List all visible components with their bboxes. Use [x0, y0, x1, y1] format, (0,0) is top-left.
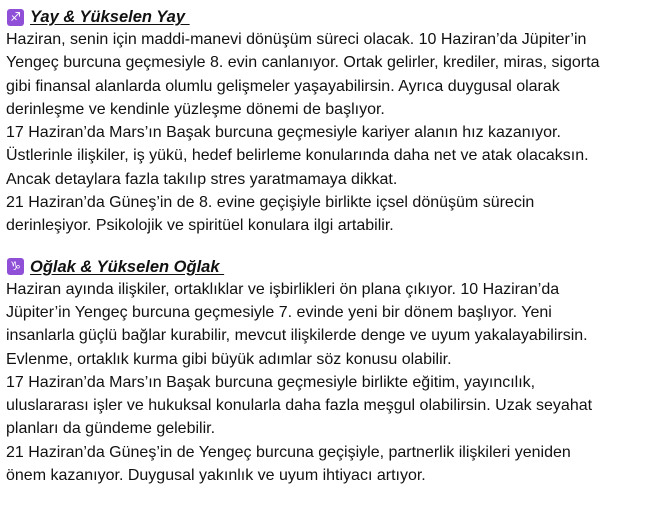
- text-line: Evlenme, ortaklık kurma gibi büyük adımlar söz konusu olabilir.: [6, 350, 452, 368]
- section-body: [6, 278, 661, 488]
- section-title: Yay & Yükselen Yay: [30, 8, 190, 26]
- text-line: Ancak detaylara fazla takılıp stres yaratmamaya dikkat.: [6, 170, 398, 188]
- section-heading: [6, 256, 661, 278]
- text-line: Haziran ayında ilişkiler, ortaklıklar ve işbirlikleri ön plana çıkıyor. 10 Haziran’da: [6, 280, 560, 298]
- section-capricorn: [6, 256, 661, 488]
- text-line: derinleşiyor. Psikolojik ve spiritüel konulara ilgi artabilir.: [6, 217, 394, 235]
- text-line: Üstlerinle ilişkiler, iş yükü, hedef belirleme konularında daha net ve atak olacaksın.: [6, 147, 589, 165]
- text-line: insanlarla güçlü bağlar kurabilir, mevcut ilişkilerde denge ve uyum yakalayabilirsin.: [6, 327, 588, 345]
- text-line: derinleşme ve kendinle yüzleşme dönemi de başlıyor.: [6, 100, 385, 118]
- text-line: 21 Haziran’da Güneş’in de 8. evine geçişiyle birlikte içsel dönüşüm sürecin: [6, 194, 535, 212]
- section-sagittarius: [6, 6, 661, 238]
- text-line: uluslararası işler ve hukuksal konularla daha fazla meşgul olabilirsin. Uzak seyahat: [6, 397, 593, 415]
- section-heading: [6, 6, 661, 28]
- text-line: Jüpiter’in Yengeç burcuna geçmesiyle 7. evinde yeni bir dönem başlıyor. Yeni: [6, 303, 552, 321]
- text-line: planları da gündeme gelebilir.: [6, 420, 216, 438]
- text-line: önem kazanıyor. Duygusal yakınlık ve uyum ihtiyacı artıyor.: [6, 467, 426, 485]
- sagittarius-icon: ♐: [7, 9, 24, 26]
- text-line: 17 Haziran’da Mars’ın Başak burcuna geçmesiyle kariyer alanın hız kazanıyor.: [6, 124, 561, 142]
- section-title: Oğlak & Yükselen Oğlak: [30, 257, 225, 276]
- text-line: Haziran, senin için maddi-manevi dönüşüm süreci olacak. 10 Haziran’da Jüpiter’in: [6, 31, 587, 48]
- text-line: 21 Haziran’da Güneş’in de Yengeç burcuna geçişiyle, partnerlik ilişkileri yeniden: [6, 443, 571, 461]
- text-line: Yengeç burcuna geçmesiyle 8. evin canlanıyor. Ortak gelirler, krediler, miras, sigorta: [6, 54, 600, 72]
- capricorn-icon: ♑: [7, 258, 24, 275]
- text-line: 17 Haziran’da Mars’ın Başak burcuna geçmesiyle birlikte eğitim, yayıncılık,: [6, 373, 536, 391]
- section-body: [6, 28, 661, 238]
- text-line: gibi finansal alanlarda olumlu gelişmeler yaşayabilirsin. Ayrıca duygusal olarak: [6, 77, 560, 95]
